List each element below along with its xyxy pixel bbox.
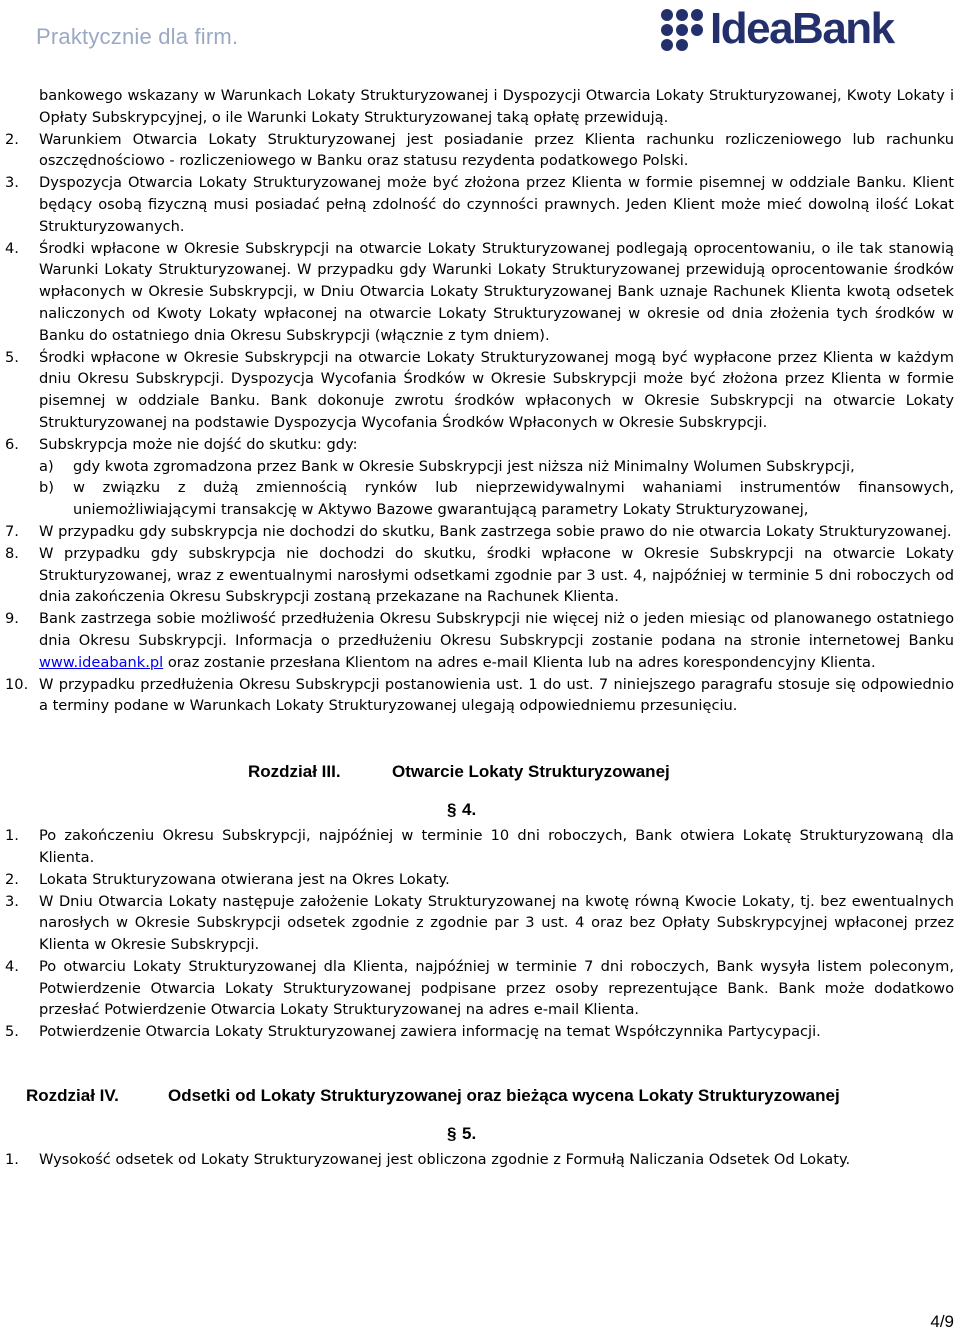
item-text: Wysokość odsetek od Lokaty Strukturyzowanej jest obliczona zgodnie z Formułą Naliczania Odsetek Od Lokaty. bbox=[39, 1151, 851, 1169]
sub-item bbox=[0, 477, 960, 521]
item-number: 5. bbox=[5, 1023, 19, 1041]
chapter-3-heading bbox=[0, 761, 960, 785]
section-number: 5. bbox=[462, 1124, 477, 1144]
list-item bbox=[0, 543, 960, 608]
item-number: 2. bbox=[5, 130, 19, 148]
item-text-before-link: Bank zastrzega sobie możliwość przedłużenia Okresu Subskrypcji nie więcej niż o jeden miesiąc od planowanego ostatniego dnia Okresu Subskrypcji. Informacja o przedłużeniu Okresu Subskrypcji zostanie podana na stronie internetowej Banku bbox=[39, 610, 954, 649]
list-item bbox=[0, 608, 960, 673]
intro-paragraph: bankowego wskazany w Warunkach Lokaty Strukturyzowanej i Dyspozycji Otwarcia Lokaty Strukturyzowanej, Kwoty Lokaty i Opłaty Subskrypcyjnej, o ile Warunki Lokaty Strukturyzowanej taką opłatę przewidują. bbox=[39, 87, 954, 126]
section-4-heading bbox=[0, 799, 960, 823]
chapter-title: Otwarcie Lokaty Strukturyzowanej bbox=[392, 762, 670, 782]
sub-item bbox=[0, 456, 960, 478]
item-text: Lokata Strukturyzowana otwierana jest na Okres Lokaty. bbox=[39, 870, 450, 888]
section-symbol: § bbox=[447, 1124, 457, 1144]
sub-item-text: gdy kwota zgromadzona przez Bank w Okresie Subskrypcji jest niższa niż Minimalny Wolumen Subskrypcji, bbox=[73, 457, 855, 475]
list-item bbox=[0, 172, 960, 237]
list-item bbox=[0, 825, 960, 869]
logo-dots-icon bbox=[660, 8, 704, 52]
item-number: 1. bbox=[5, 827, 19, 845]
section-3-list bbox=[0, 129, 960, 718]
item-number: 10. bbox=[5, 675, 29, 693]
chapter-label: Rozdział III. bbox=[248, 762, 341, 782]
list-item bbox=[0, 521, 960, 543]
list-item bbox=[0, 238, 960, 347]
list-item bbox=[0, 1149, 960, 1171]
page-header bbox=[0, 0, 960, 70]
item-text: Dyspozycja Otwarcia Lokaty Strukturyzowanej może być złożona przez Klienta w formie pisemnej w oddziale Banku. Klient będący osobą fizyczną musi posiadać pełną zdolność do czynności prawnych. Jeden Klient może mieć dowolną ilość Lokat Strukturyzowanych. bbox=[39, 174, 954, 235]
sub-item-letter: b) bbox=[39, 479, 54, 497]
item-text: Warunkiem Otwarcia Lokaty Strukturyzowanej jest posiadanie przez Klienta rachunku rozliczeniowego lub rachunku oszczędnościowo - rozliczeniowego w Banku oraz statusu rezydenta podatkowego Polski. bbox=[39, 130, 954, 170]
list-item bbox=[0, 434, 960, 456]
chapter-4-heading bbox=[0, 1085, 960, 1109]
item-number: 5. bbox=[5, 348, 19, 366]
logo-wordmark: IdeaBank bbox=[710, 4, 894, 53]
item-number: 2. bbox=[5, 870, 19, 888]
list-item bbox=[0, 347, 960, 434]
section-4-list bbox=[0, 825, 960, 1043]
item-text-after-link: oraz zostanie przesłana Klientom na adres e-mail Klienta lub na adres korespondencyjny Klienta. bbox=[163, 653, 876, 671]
item-text: Potwierdzenie Otwarcia Lokaty Strukturyzowanej zawiera informację na temat Współczynnika Partycypacji. bbox=[39, 1023, 821, 1041]
section-symbol: § bbox=[447, 800, 457, 820]
chapter-label: Rozdział IV. bbox=[26, 1086, 119, 1106]
section-number: 4. bbox=[462, 800, 477, 820]
list-item bbox=[0, 869, 960, 891]
section-5-list bbox=[0, 1149, 960, 1171]
item-number: 4. bbox=[5, 957, 19, 975]
item-number: 4. bbox=[5, 239, 19, 257]
item-text: Po otwarciu Lokaty Strukturyzowanej dla Klienta, najpóźniej w terminie 7 dni roboczych, Bank wysyła listem poleconym, Potwierdzenie Otwarcia Lokaty Strukturyzowanej podpisane przez osoby reprezentujące Bank. Bank może dodatkowo przesłać Potwierdzenie Otwarcia Lokaty Strukturyzowanej na adres e-mail Klienta. bbox=[39, 957, 954, 1019]
list-item bbox=[0, 1021, 960, 1043]
item-text: Środki wpłacone w Okresie Subskrypcji na otwarcie Lokaty Strukturyzowanej mogą być wypłacone przez Klienta w każdym dniu Okresu Subskrypcji. Dyspozycja Wycofania Środków w Okresie Subskrypcji może być złożona przez Klienta w formie pisemnej w oddziale Banku. Bank dokonuje zwrotu środków wpłaconych w Okresie Subskrypcji na otwarcie Lokaty Strukturyzowanej na podstawie Dyspozycja Wycofania Środków Wpłaconych w Okresie Subskrypcji. bbox=[39, 348, 954, 431]
page-number: 4/9 bbox=[930, 1312, 954, 1331]
item-number: 8. bbox=[5, 544, 19, 562]
item-number: 6. bbox=[5, 435, 19, 453]
item-number: 9. bbox=[5, 610, 19, 628]
item-number: 7. bbox=[5, 522, 19, 540]
item-number: 3. bbox=[5, 892, 19, 910]
item-text: W Dniu Otwarcia Lokaty następuje założenie Lokaty Strukturyzowanej na kwotę równą Kwocie Lokaty, tj. bez ewentualnych narosłych w Okresie Subskrypcji odsetek zgodnie z zgodnie par 3 ust. 4 oraz bez Opłaty Subskrypcyjnej wpłaconej przez Klienta w Okresie Subskrypcji. bbox=[39, 892, 954, 954]
item-text: W przypadku gdy subskrypcja nie dochodzi do skutku, Bank zastrzega sobie prawo do nie otwarcia Lokaty Strukturyzowanej. bbox=[39, 522, 952, 540]
item-number: 3. bbox=[5, 174, 19, 192]
list-item bbox=[0, 674, 960, 718]
section-5-heading bbox=[0, 1123, 960, 1147]
list-item bbox=[0, 891, 960, 956]
item-text: Subskrypcja może nie dojść do skutku: gdy: bbox=[39, 435, 358, 453]
item-text: Środki wpłacone w Okresie Subskrypcji na otwarcie Lokaty Strukturyzowanej podlegają oprocentowaniu, o ile tak stanowią Warunki Lokaty Strukturyzowanej. W przypadku gdy Warunki Lokaty Strukturyzowanej przewidują oprocentowanie środków wpłaconych w Okresie Subskrypcji, w Dniu Otwarcia Lokaty Strukturyzowanej Bank uznaje Rachunek Klienta kwotą odsetek naliczonych od Kwoty Lokaty wpłaconej na otwarcie Lokaty Strukturyzowanej w okresie od dnia złożenia tych środków w Banku do ostatniego dnia Okresu Subskrypcji (włącznie z tym dniem). bbox=[39, 239, 954, 344]
sub-item-text: w związku z dużą zmiennością rynków lub nieprzewidywalnymi wahaniami instrumentów finansowych, uniemożliwiającymi transakcję w Aktywo Bazowe gwarantującą parametry Lokaty Strukturyzowanej, bbox=[73, 479, 954, 519]
tagline: Praktycznie dla firm. bbox=[36, 24, 239, 49]
item-text: W przypadku gdy subskrypcja nie dochodzi do skutku, środki wpłacone w Okresie Subskrypcji na otwarcie Lokaty Strukturyzowanej, wraz z ewentualnymi narosłymi odsetkami zgodnie par 3 ust. 4, najpóźniej w terminie 5 dni roboczych od dnia zakończenia Okresu Subskrypcji zostaną przekazane na Rachunek Klienta. bbox=[39, 544, 954, 606]
document-body bbox=[0, 85, 960, 1171]
item-text: Po zakończeniu Okresu Subskrypcji, najpóźniej w terminie 10 dni roboczych, Bank otwiera Lokatę Strukturyzowaną dla Klienta. bbox=[39, 827, 954, 866]
ideabank-logo bbox=[660, 6, 928, 52]
list-item bbox=[0, 956, 960, 1021]
chapter-title: Odsetki od Lokaty Strukturyzowanej oraz bieżąca wycena Lokaty Strukturyzowanej bbox=[168, 1086, 840, 1106]
ideabank-website-link[interactable]: www.ideabank.pl bbox=[39, 653, 164, 671]
list-item bbox=[0, 129, 960, 173]
item-number: 1. bbox=[5, 1151, 19, 1169]
item-text: W przypadku przedłużenia Okresu Subskrypcji postanowienia ust. 1 do ust. 7 niniejszego paragrafu stosuje się odpowiednio a terminy podane w Warunkach Lokaty Strukturyzowanej ulegają odpowiedniemu przesunięciu. bbox=[39, 675, 954, 715]
sub-item-letter: a) bbox=[39, 457, 54, 475]
